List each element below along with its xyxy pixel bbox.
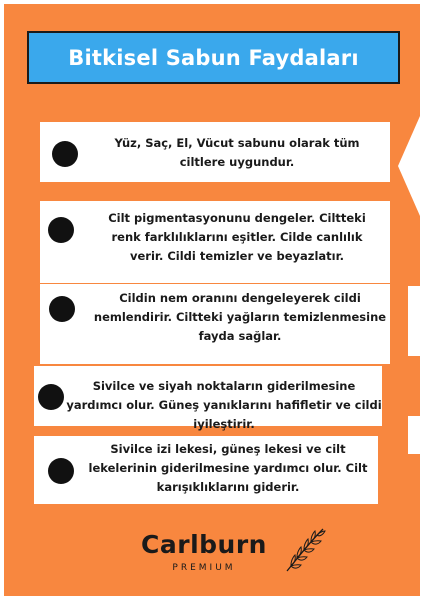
poster bbox=[4, 4, 420, 596]
brand-logo-tagline: PREMIUM bbox=[172, 563, 236, 573]
benefit-text-2: Cilt pigmentasyonunu dengeler. Ciltteki renk farklılıklarını eşitler. Cilde canlılık verir. Cildi temizler ve beyazlatır. bbox=[108, 211, 366, 263]
benefit-card-5 bbox=[34, 436, 378, 504]
page-title: Bitkisel Sabun Faydaları bbox=[68, 45, 359, 70]
benefit-card-1 bbox=[40, 122, 390, 182]
benefit-card-3 bbox=[40, 284, 390, 364]
decorative-tab bbox=[408, 416, 420, 454]
decorative-tab bbox=[408, 286, 420, 356]
benefit-text-4: Sivilce ve siyah noktaların giderilmesine yardımcı olur. Güneş yanıklarını hafifletir ve cildi iyileştirir. bbox=[66, 379, 382, 431]
brand-logo-name: Carlburn bbox=[141, 530, 267, 559]
benefit-card-2 bbox=[40, 201, 390, 283]
bullet-dot bbox=[48, 458, 74, 484]
benefit-text-5: Sivilce izi lekesi, güneş lekesi ve cilt lekelerinin giderilmesine yardımcı olur. Cilt karışıklıklarını giderir. bbox=[88, 442, 368, 494]
leaf-branch-icon bbox=[283, 525, 327, 575]
title-banner bbox=[27, 31, 400, 84]
benefit-card-4 bbox=[34, 366, 382, 431]
decorative-arrow bbox=[398, 116, 420, 216]
bullet-dot bbox=[48, 217, 74, 243]
benefit-text-3: Cildin nem oranını dengeleyerek cildi nemlendirir. Ciltteki yağların temizlenmesine fayda sağlar. bbox=[93, 291, 387, 343]
benefit-text-1: Yüz, Saç, El, Vücut sabunu olarak tüm ciltlere uygundur. bbox=[114, 136, 360, 169]
bullet-dot bbox=[49, 296, 75, 322]
bullet-dot bbox=[52, 141, 78, 167]
bullet-dot bbox=[38, 384, 64, 410]
